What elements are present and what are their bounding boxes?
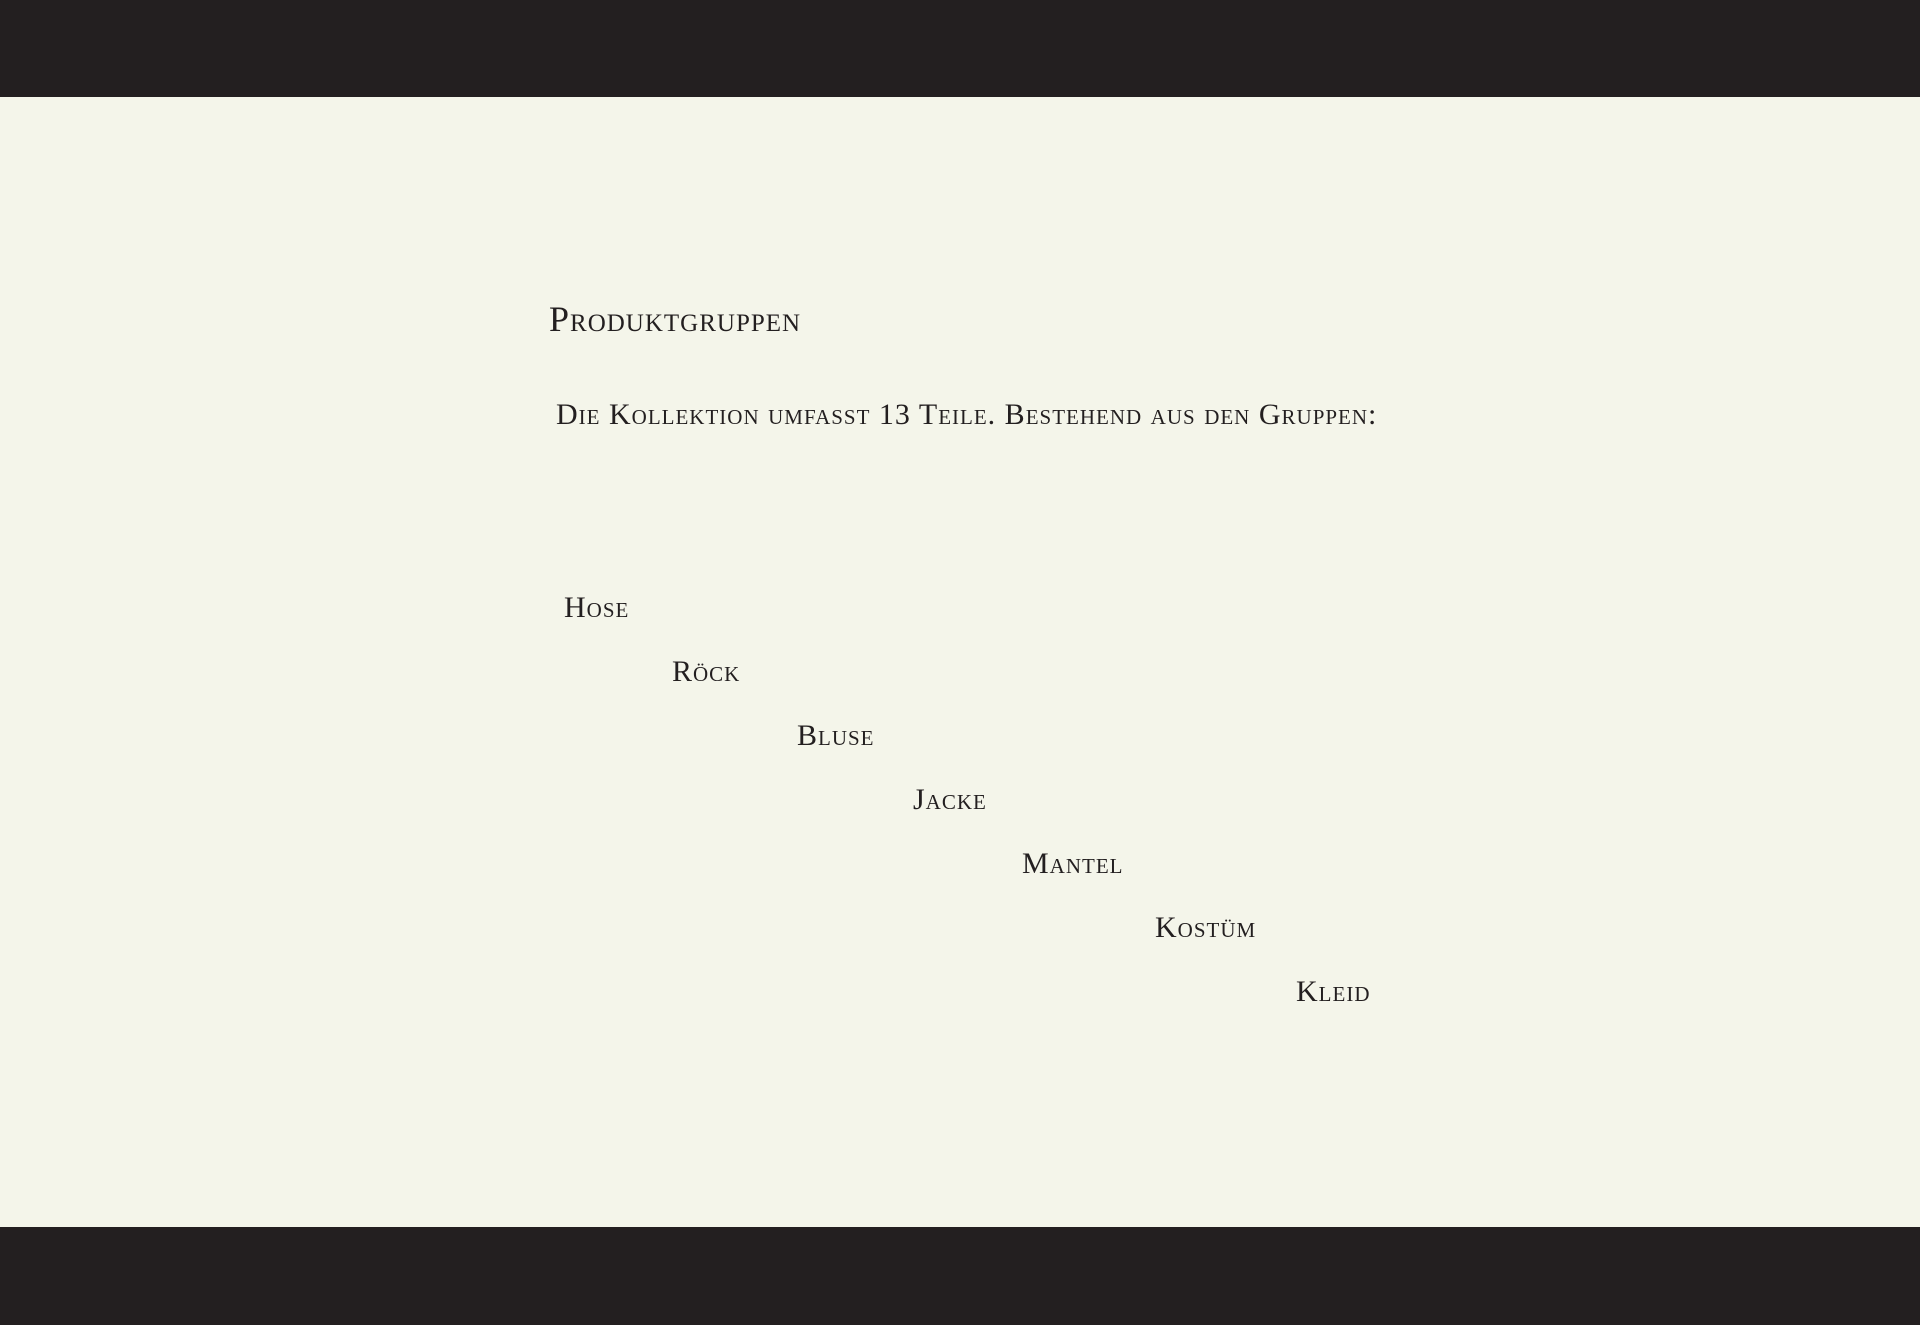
- paper-sheet: [0, 97, 1920, 1227]
- top-frame-bar: [0, 0, 1920, 97]
- group-item-jacke: Jacke: [913, 783, 987, 816]
- group-item-hose: Hose: [564, 591, 630, 624]
- group-item-kostuem: Kostüm: [1155, 911, 1257, 944]
- bottom-frame-bar: [0, 1227, 1920, 1325]
- group-item-kleid: Kleid: [1296, 975, 1371, 1008]
- intro-text: Die Kollektion umfasst 13 Teile. Bestehend aus den Gruppen:: [556, 398, 1378, 431]
- group-item-roeck: Röck: [672, 655, 741, 688]
- page-title: Produktgruppen: [549, 299, 802, 339]
- group-item-bluse: Bluse: [797, 719, 875, 752]
- group-item-mantel: Mantel: [1022, 847, 1124, 880]
